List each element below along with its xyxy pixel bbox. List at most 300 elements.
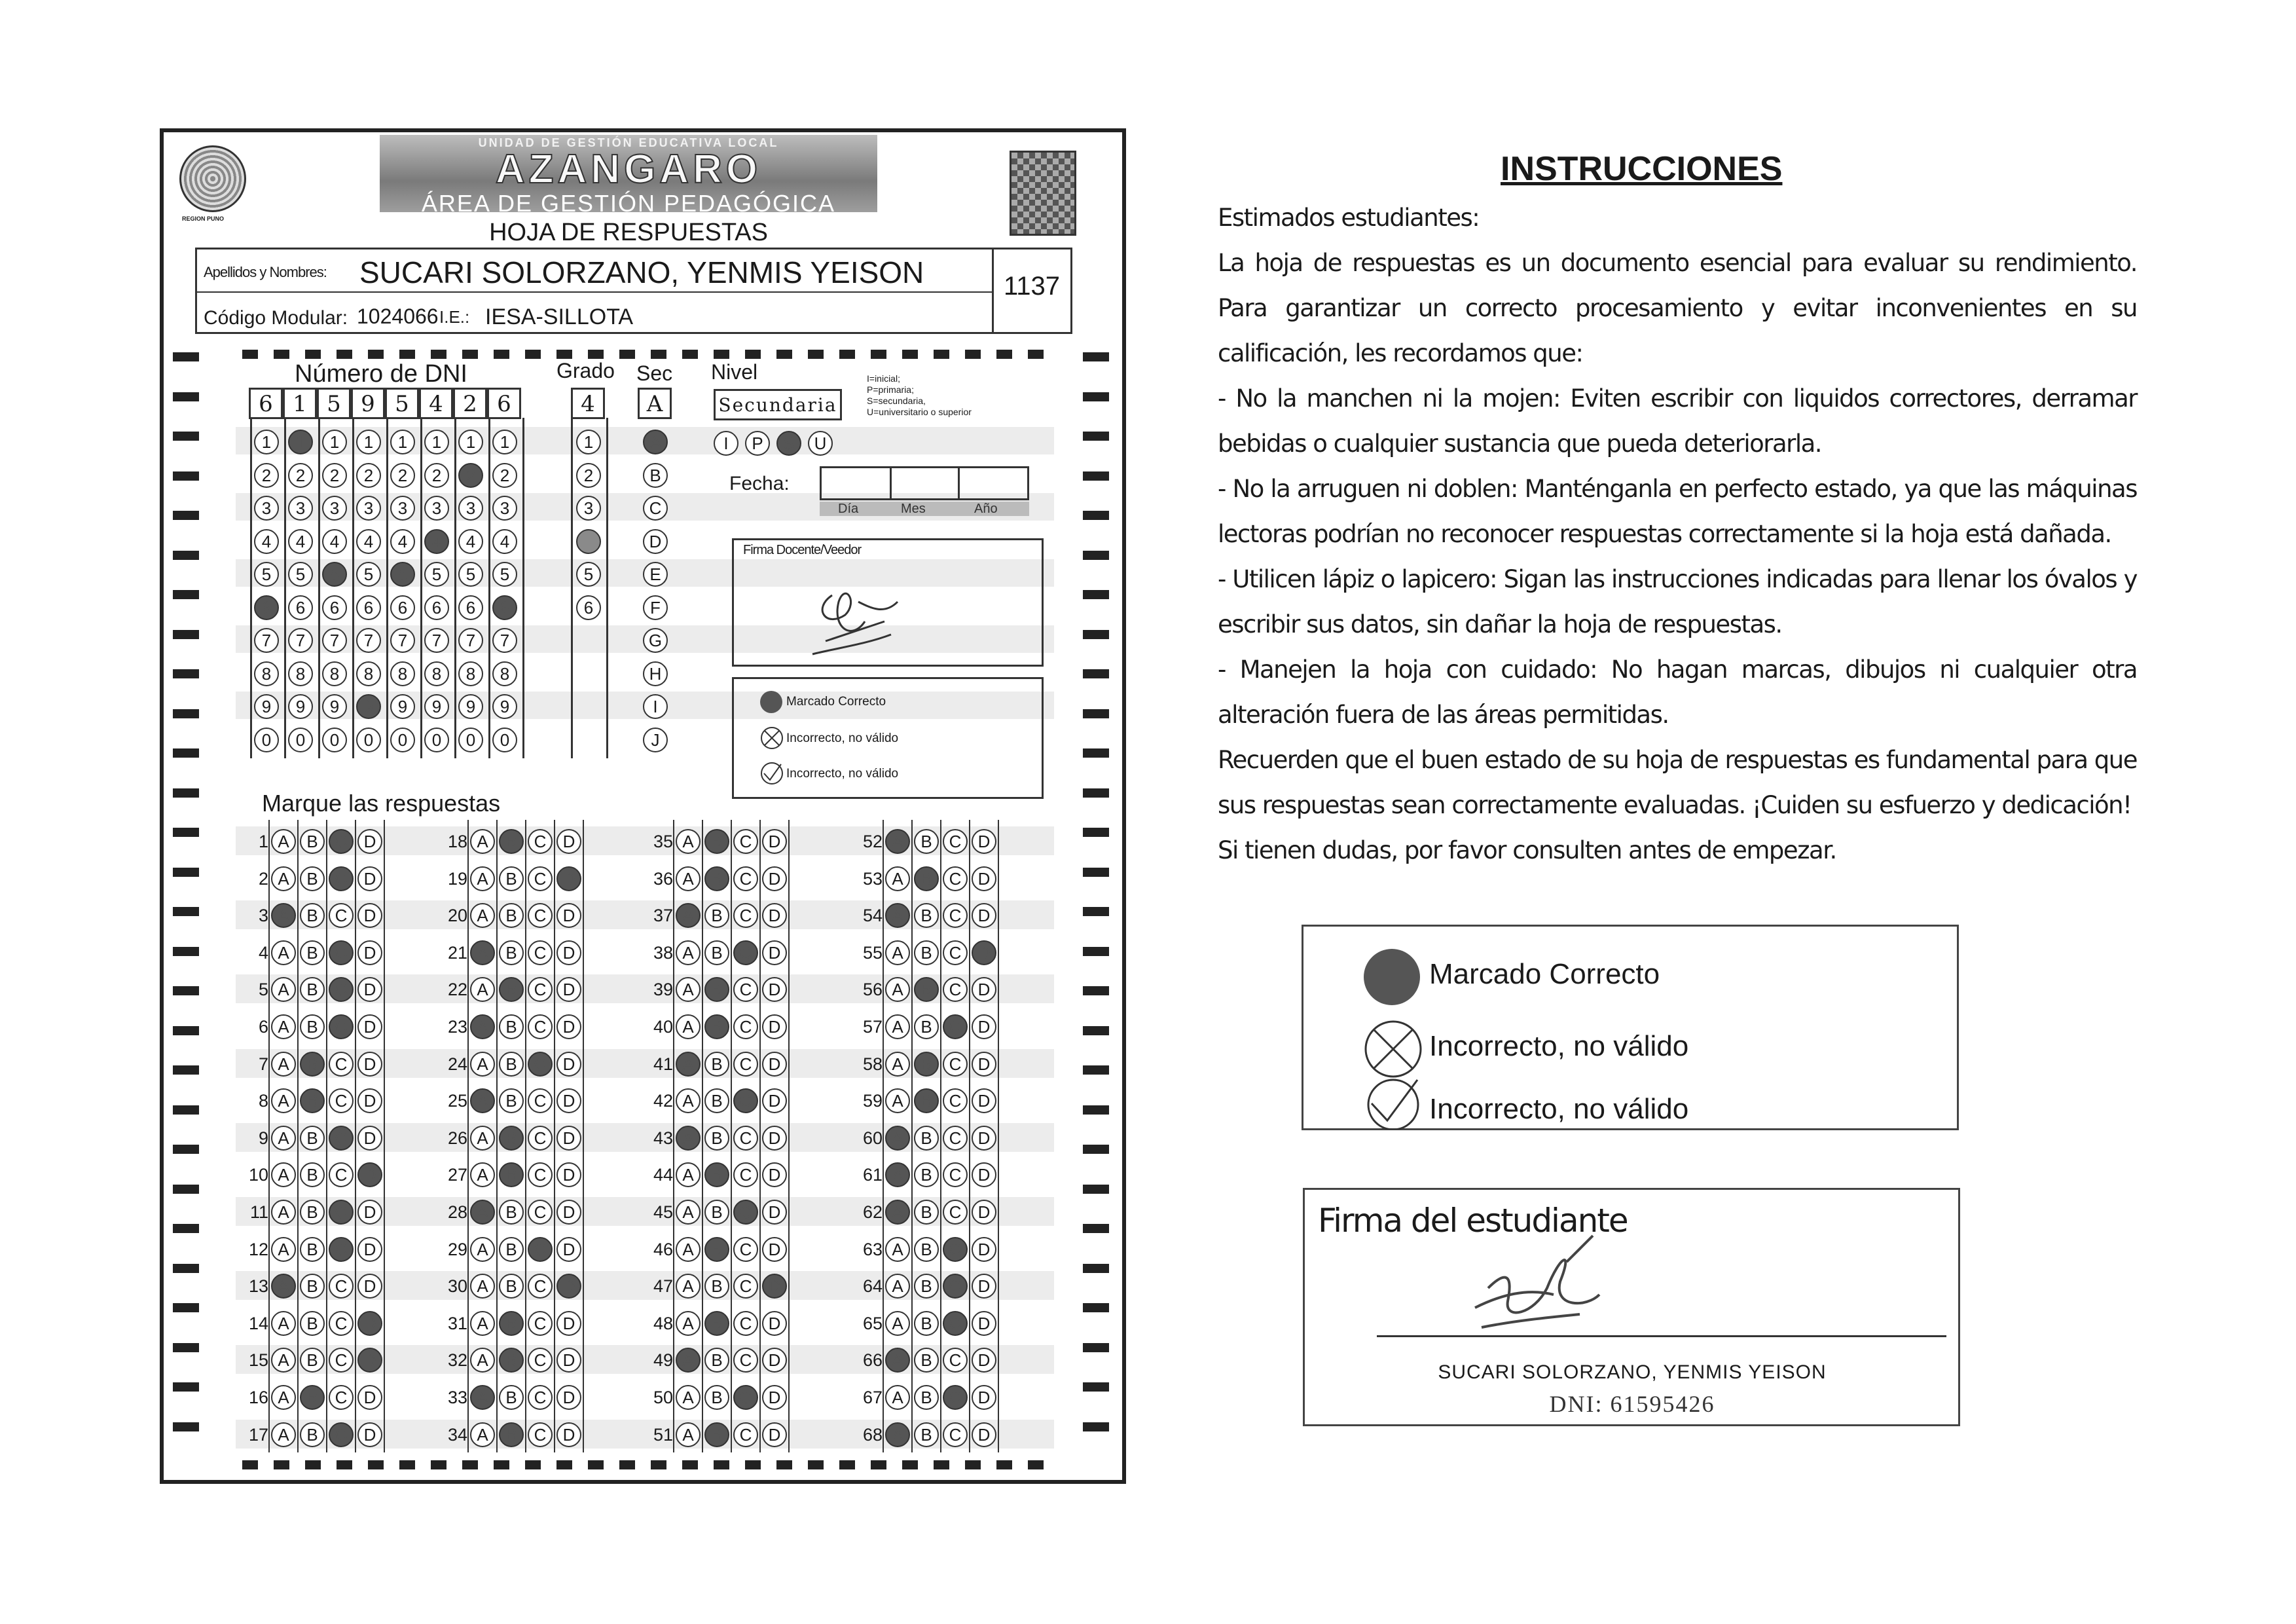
answer-bubble[interactable]: B bbox=[704, 1348, 729, 1373]
answer-bubble[interactable]: A bbox=[271, 1126, 296, 1151]
dni-bubble[interactable]: 5 bbox=[492, 562, 517, 587]
answer-bubble[interactable]: C bbox=[329, 1088, 354, 1113]
answer-bubble[interactable]: D bbox=[357, 1162, 382, 1187]
answer-bubble[interactable]: A bbox=[676, 903, 701, 928]
answer-bubble[interactable]: B bbox=[914, 1274, 939, 1299]
nivel-bubble[interactable]: P bbox=[745, 431, 770, 456]
dni-bubble[interactable]: 8 bbox=[458, 661, 483, 686]
answer-bubble[interactable]: B bbox=[914, 1088, 939, 1113]
answer-bubble[interactable]: B bbox=[914, 1052, 939, 1077]
answer-bubble[interactable]: A bbox=[676, 1200, 701, 1225]
grado-bubble[interactable]: 6 bbox=[576, 595, 601, 620]
dni-bubble[interactable]: 3 bbox=[254, 496, 279, 521]
answer-bubble[interactable]: D bbox=[972, 903, 996, 928]
answer-bubble[interactable]: B bbox=[300, 1052, 325, 1077]
answer-bubble[interactable]: A bbox=[271, 1311, 296, 1336]
answer-bubble[interactable]: B bbox=[300, 1311, 325, 1336]
sec-bubble[interactable]: F bbox=[643, 595, 668, 620]
answer-bubble[interactable]: C bbox=[329, 1200, 354, 1225]
answer-bubble[interactable]: B bbox=[499, 1348, 524, 1373]
grado-bubble[interactable]: 2 bbox=[576, 463, 601, 488]
answer-bubble[interactable]: A bbox=[885, 1088, 910, 1113]
dni-bubble[interactable]: 5 bbox=[390, 562, 415, 587]
dni-bubble[interactable]: 4 bbox=[356, 529, 381, 554]
answer-bubble[interactable]: C bbox=[329, 940, 354, 965]
answer-bubble[interactable]: C bbox=[528, 1162, 553, 1187]
answer-bubble[interactable]: A bbox=[676, 829, 701, 854]
answer-bubble[interactable]: B bbox=[300, 866, 325, 891]
answer-bubble[interactable]: C bbox=[528, 1052, 553, 1077]
answer-bubble[interactable]: A bbox=[271, 829, 296, 854]
answer-bubble[interactable]: B bbox=[704, 829, 729, 854]
answer-bubble[interactable]: C bbox=[733, 866, 758, 891]
dni-bubble[interactable]: 8 bbox=[254, 661, 279, 686]
dni-bubble[interactable]: 3 bbox=[492, 496, 517, 521]
answer-bubble[interactable]: C bbox=[329, 1385, 354, 1410]
answer-bubble[interactable]: D bbox=[357, 866, 382, 891]
answer-bubble[interactable]: B bbox=[914, 1200, 939, 1225]
answer-bubble[interactable]: B bbox=[499, 1385, 524, 1410]
answer-bubble[interactable]: C bbox=[329, 1162, 354, 1187]
answer-bubble[interactable]: D bbox=[357, 1274, 382, 1299]
answer-bubble[interactable]: A bbox=[470, 1200, 495, 1225]
dni-bubble[interactable]: 3 bbox=[390, 496, 415, 521]
answer-bubble[interactable]: C bbox=[943, 1126, 968, 1151]
dni-bubble[interactable]: 6 bbox=[458, 595, 483, 620]
answer-bubble[interactable]: C bbox=[733, 1311, 758, 1336]
dni-bubble[interactable]: 2 bbox=[390, 463, 415, 488]
answer-bubble[interactable]: B bbox=[704, 1385, 729, 1410]
answer-bubble[interactable]: B bbox=[704, 1422, 729, 1447]
dni-bubble[interactable]: 7 bbox=[254, 628, 279, 653]
answer-bubble[interactable]: A bbox=[271, 1348, 296, 1373]
answer-bubble[interactable]: A bbox=[470, 1052, 495, 1077]
answer-bubble[interactable]: B bbox=[704, 1088, 729, 1113]
dni-bubble[interactable]: 3 bbox=[288, 496, 313, 521]
dni-bubble[interactable]: 4 bbox=[390, 529, 415, 554]
answer-bubble[interactable]: D bbox=[556, 1274, 581, 1299]
answer-bubble[interactable]: A bbox=[470, 1422, 495, 1447]
answer-bubble[interactable]: D bbox=[357, 940, 382, 965]
answer-bubble[interactable]: A bbox=[470, 1274, 495, 1299]
answer-bubble[interactable]: D bbox=[972, 829, 996, 854]
answer-bubble[interactable]: C bbox=[329, 1311, 354, 1336]
answer-bubble[interactable]: C bbox=[943, 977, 968, 1002]
answer-bubble[interactable]: B bbox=[914, 940, 939, 965]
answer-bubble[interactable]: C bbox=[733, 1422, 758, 1447]
answer-bubble[interactable]: A bbox=[271, 1385, 296, 1410]
answer-bubble[interactable]: D bbox=[972, 1088, 996, 1113]
dni-bubble[interactable]: 3 bbox=[356, 496, 381, 521]
answer-bubble[interactable]: C bbox=[943, 1274, 968, 1299]
dni-bubble[interactable]: 3 bbox=[424, 496, 449, 521]
answer-bubble[interactable]: D bbox=[762, 1348, 787, 1373]
answer-bubble[interactable]: A bbox=[676, 1088, 701, 1113]
dni-bubble[interactable]: 7 bbox=[322, 628, 347, 653]
answer-bubble[interactable]: D bbox=[762, 940, 787, 965]
answer-bubble[interactable]: A bbox=[271, 1422, 296, 1447]
answer-bubble[interactable]: B bbox=[704, 1014, 729, 1039]
answer-bubble[interactable]: D bbox=[972, 1237, 996, 1262]
answer-bubble[interactable]: D bbox=[357, 1088, 382, 1113]
answer-bubble[interactable]: B bbox=[499, 829, 524, 854]
answer-bubble[interactable]: D bbox=[556, 1088, 581, 1113]
answer-bubble[interactable]: D bbox=[762, 1126, 787, 1151]
answer-bubble[interactable]: C bbox=[528, 1348, 553, 1373]
answer-bubble[interactable]: B bbox=[300, 977, 325, 1002]
answer-bubble[interactable]: B bbox=[704, 1200, 729, 1225]
answer-bubble[interactable]: C bbox=[733, 1126, 758, 1151]
grado-bubble[interactable]: 1 bbox=[576, 430, 601, 454]
answer-bubble[interactable]: B bbox=[704, 1052, 729, 1077]
dni-bubble[interactable]: 2 bbox=[424, 463, 449, 488]
dni-bubble[interactable]: 7 bbox=[390, 628, 415, 653]
answer-bubble[interactable]: B bbox=[499, 1014, 524, 1039]
answer-bubble[interactable]: C bbox=[528, 1311, 553, 1336]
answer-bubble[interactable]: D bbox=[972, 1162, 996, 1187]
answer-bubble[interactable]: B bbox=[300, 1200, 325, 1225]
answer-bubble[interactable]: D bbox=[556, 829, 581, 854]
dni-bubble[interactable]: 5 bbox=[424, 562, 449, 587]
dni-bubble[interactable]: 8 bbox=[424, 661, 449, 686]
answer-bubble[interactable]: B bbox=[914, 829, 939, 854]
answer-bubble[interactable]: D bbox=[762, 1422, 787, 1447]
answer-bubble[interactable]: A bbox=[271, 940, 296, 965]
answer-bubble[interactable]: A bbox=[271, 1200, 296, 1225]
answer-bubble[interactable]: C bbox=[528, 1237, 553, 1262]
answer-bubble[interactable]: C bbox=[733, 829, 758, 854]
answer-bubble[interactable]: D bbox=[762, 1052, 787, 1077]
answer-bubble[interactable]: B bbox=[914, 1014, 939, 1039]
dni-bubble[interactable]: 8 bbox=[356, 661, 381, 686]
answer-bubble[interactable]: A bbox=[271, 1014, 296, 1039]
answer-bubble[interactable]: D bbox=[357, 1385, 382, 1410]
answer-bubble[interactable]: D bbox=[972, 1348, 996, 1373]
answer-bubble[interactable]: B bbox=[300, 829, 325, 854]
dni-bubble[interactable]: 8 bbox=[492, 661, 517, 686]
dni-bubble[interactable]: 9 bbox=[458, 694, 483, 719]
answer-bubble[interactable]: C bbox=[329, 1126, 354, 1151]
answer-bubble[interactable]: A bbox=[470, 1348, 495, 1373]
answer-bubble[interactable]: D bbox=[972, 1126, 996, 1151]
answer-bubble[interactable]: B bbox=[300, 1237, 325, 1262]
dni-bubble[interactable]: 1 bbox=[356, 430, 381, 454]
dni-bubble[interactable]: 4 bbox=[424, 529, 449, 554]
answer-bubble[interactable]: A bbox=[676, 1126, 701, 1151]
answer-bubble[interactable]: B bbox=[300, 1385, 325, 1410]
dni-bubble[interactable]: 5 bbox=[322, 562, 347, 587]
answer-bubble[interactable]: D bbox=[357, 829, 382, 854]
answer-bubble[interactable]: C bbox=[329, 903, 354, 928]
dni-bubble[interactable]: 1 bbox=[322, 430, 347, 454]
answer-bubble[interactable]: B bbox=[499, 1237, 524, 1262]
answer-bubble[interactable]: D bbox=[357, 903, 382, 928]
dni-bubble[interactable]: 6 bbox=[492, 595, 517, 620]
dni-bubble[interactable]: 9 bbox=[424, 694, 449, 719]
grado-bubble[interactable]: 5 bbox=[576, 562, 601, 587]
answer-bubble[interactable]: C bbox=[733, 1274, 758, 1299]
answer-bubble[interactable]: A bbox=[271, 1237, 296, 1262]
answer-bubble[interactable]: B bbox=[914, 1311, 939, 1336]
dni-bubble[interactable]: 1 bbox=[288, 430, 313, 454]
answer-bubble[interactable]: B bbox=[914, 1385, 939, 1410]
answer-bubble[interactable]: A bbox=[470, 1126, 495, 1151]
answer-bubble[interactable]: B bbox=[914, 1237, 939, 1262]
answer-bubble[interactable]: D bbox=[972, 977, 996, 1002]
answer-bubble[interactable]: D bbox=[556, 1162, 581, 1187]
answer-bubble[interactable]: C bbox=[329, 1274, 354, 1299]
answer-bubble[interactable]: B bbox=[300, 903, 325, 928]
answer-bubble[interactable]: B bbox=[499, 1422, 524, 1447]
answer-bubble[interactable]: D bbox=[762, 1088, 787, 1113]
answer-bubble[interactable]: B bbox=[704, 1311, 729, 1336]
answer-bubble[interactable]: B bbox=[499, 903, 524, 928]
answer-bubble[interactable]: D bbox=[972, 1200, 996, 1225]
answer-bubble[interactable]: D bbox=[762, 1274, 787, 1299]
answer-bubble[interactable]: D bbox=[357, 1052, 382, 1077]
answer-bubble[interactable]: A bbox=[676, 977, 701, 1002]
answer-bubble[interactable]: A bbox=[676, 1311, 701, 1336]
answer-bubble[interactable]: B bbox=[300, 1348, 325, 1373]
answer-bubble[interactable]: B bbox=[300, 1274, 325, 1299]
answer-bubble[interactable]: C bbox=[733, 1385, 758, 1410]
answer-bubble[interactable]: A bbox=[885, 1348, 910, 1373]
answer-bubble[interactable]: B bbox=[914, 903, 939, 928]
dni-bubble[interactable]: 2 bbox=[254, 463, 279, 488]
answer-bubble[interactable]: B bbox=[704, 903, 729, 928]
answer-bubble[interactable]: A bbox=[470, 829, 495, 854]
answer-bubble[interactable]: C bbox=[943, 1311, 968, 1336]
answer-bubble[interactable]: D bbox=[357, 1348, 382, 1373]
dni-bubble[interactable]: 1 bbox=[254, 430, 279, 454]
answer-bubble[interactable]: A bbox=[271, 1274, 296, 1299]
answer-bubble[interactable]: B bbox=[499, 1088, 524, 1113]
answer-bubble[interactable]: B bbox=[914, 866, 939, 891]
answer-bubble[interactable]: D bbox=[972, 1052, 996, 1077]
answer-bubble[interactable]: D bbox=[972, 1311, 996, 1336]
answer-bubble[interactable]: B bbox=[499, 1162, 524, 1187]
answer-bubble[interactable]: C bbox=[943, 829, 968, 854]
answer-bubble[interactable]: D bbox=[972, 1014, 996, 1039]
dni-bubble[interactable]: 2 bbox=[356, 463, 381, 488]
answer-bubble[interactable]: A bbox=[271, 977, 296, 1002]
dni-bubble[interactable]: 5 bbox=[458, 562, 483, 587]
answer-bubble[interactable]: C bbox=[943, 1088, 968, 1113]
dni-bubble[interactable]: 9 bbox=[390, 694, 415, 719]
answer-bubble[interactable]: C bbox=[329, 866, 354, 891]
dni-bubble[interactable]: 0 bbox=[390, 728, 415, 752]
answer-bubble[interactable]: B bbox=[499, 940, 524, 965]
dni-bubble[interactable]: 1 bbox=[492, 430, 517, 454]
dni-bubble[interactable]: 2 bbox=[288, 463, 313, 488]
answer-bubble[interactable]: B bbox=[300, 1126, 325, 1151]
sec-bubble[interactable]: B bbox=[643, 463, 668, 488]
answer-bubble[interactable]: A bbox=[885, 1126, 910, 1151]
answer-bubble[interactable]: B bbox=[704, 1162, 729, 1187]
dni-bubble[interactable]: 9 bbox=[288, 694, 313, 719]
answer-bubble[interactable]: A bbox=[676, 1052, 701, 1077]
nivel-bubble[interactable]: I bbox=[714, 431, 738, 456]
answer-bubble[interactable]: B bbox=[914, 1162, 939, 1187]
answer-bubble[interactable]: A bbox=[885, 1162, 910, 1187]
dni-bubble[interactable]: 7 bbox=[492, 628, 517, 653]
answer-bubble[interactable]: C bbox=[943, 1162, 968, 1187]
answer-bubble[interactable]: A bbox=[885, 1311, 910, 1336]
answer-bubble[interactable]: C bbox=[733, 1014, 758, 1039]
answer-bubble[interactable]: A bbox=[885, 1014, 910, 1039]
nivel-bubble[interactable]: U bbox=[808, 431, 833, 456]
answer-bubble[interactable]: A bbox=[470, 1162, 495, 1187]
answer-bubble[interactable]: A bbox=[470, 977, 495, 1002]
answer-bubble[interactable]: A bbox=[470, 1088, 495, 1113]
answer-bubble[interactable]: C bbox=[528, 940, 553, 965]
answer-bubble[interactable]: C bbox=[733, 1052, 758, 1077]
answer-bubble[interactable]: B bbox=[914, 977, 939, 1002]
answer-bubble[interactable]: D bbox=[556, 1014, 581, 1039]
answer-bubble[interactable]: B bbox=[499, 1052, 524, 1077]
answer-bubble[interactable]: C bbox=[943, 1237, 968, 1262]
answer-bubble[interactable]: A bbox=[676, 866, 701, 891]
dni-bubble[interactable]: 6 bbox=[288, 595, 313, 620]
dni-bubble[interactable]: 0 bbox=[288, 728, 313, 752]
answer-bubble[interactable]: C bbox=[943, 1200, 968, 1225]
answer-bubble[interactable]: B bbox=[704, 1274, 729, 1299]
answer-bubble[interactable]: D bbox=[556, 977, 581, 1002]
answer-bubble[interactable]: C bbox=[528, 903, 553, 928]
answer-bubble[interactable]: D bbox=[357, 1237, 382, 1262]
dni-bubble[interactable]: 6 bbox=[356, 595, 381, 620]
answer-bubble[interactable]: D bbox=[762, 829, 787, 854]
answer-bubble[interactable]: C bbox=[528, 829, 553, 854]
answer-bubble[interactable]: D bbox=[556, 903, 581, 928]
answer-bubble[interactable]: C bbox=[329, 1237, 354, 1262]
answer-bubble[interactable]: A bbox=[885, 977, 910, 1002]
answer-bubble[interactable]: C bbox=[329, 829, 354, 854]
answer-bubble[interactable]: C bbox=[528, 1422, 553, 1447]
answer-bubble[interactable]: C bbox=[528, 1126, 553, 1151]
answer-bubble[interactable]: A bbox=[676, 940, 701, 965]
grado-bubble[interactable]: 3 bbox=[576, 496, 601, 521]
answer-bubble[interactable]: D bbox=[556, 866, 581, 891]
sec-bubble[interactable]: G bbox=[643, 628, 668, 653]
answer-bubble[interactable]: A bbox=[676, 1348, 701, 1373]
dni-bubble[interactable]: 0 bbox=[458, 728, 483, 752]
answer-bubble[interactable]: C bbox=[943, 1052, 968, 1077]
dni-bubble[interactable]: 0 bbox=[356, 728, 381, 752]
answer-bubble[interactable]: A bbox=[470, 940, 495, 965]
answer-bubble[interactable]: C bbox=[943, 866, 968, 891]
answer-bubble[interactable]: B bbox=[499, 866, 524, 891]
dni-bubble[interactable]: 6 bbox=[390, 595, 415, 620]
answer-bubble[interactable]: D bbox=[972, 1385, 996, 1410]
answer-bubble[interactable]: A bbox=[885, 1237, 910, 1262]
answer-bubble[interactable]: A bbox=[470, 903, 495, 928]
answer-bubble[interactable]: C bbox=[528, 1385, 553, 1410]
answer-bubble[interactable]: A bbox=[470, 1014, 495, 1039]
dni-bubble[interactable]: 6 bbox=[322, 595, 347, 620]
dni-bubble[interactable]: 0 bbox=[492, 728, 517, 752]
answer-bubble[interactable]: C bbox=[528, 1200, 553, 1225]
answer-bubble[interactable]: D bbox=[556, 1052, 581, 1077]
answer-bubble[interactable]: B bbox=[704, 977, 729, 1002]
sec-bubble[interactable]: A bbox=[643, 430, 668, 454]
dni-bubble[interactable]: 4 bbox=[492, 529, 517, 554]
sec-bubble[interactable]: J bbox=[643, 728, 668, 752]
answer-bubble[interactable]: C bbox=[528, 977, 553, 1002]
dni-bubble[interactable]: 7 bbox=[288, 628, 313, 653]
answer-bubble[interactable]: C bbox=[528, 1088, 553, 1113]
answer-bubble[interactable]: D bbox=[357, 1014, 382, 1039]
dni-bubble[interactable]: 6 bbox=[254, 595, 279, 620]
answer-bubble[interactable]: A bbox=[885, 903, 910, 928]
answer-bubble[interactable]: B bbox=[300, 1014, 325, 1039]
sec-bubble[interactable]: E bbox=[643, 562, 668, 587]
answer-bubble[interactable]: B bbox=[300, 940, 325, 965]
answer-bubble[interactable]: B bbox=[499, 1126, 524, 1151]
dni-bubble[interactable]: 6 bbox=[424, 595, 449, 620]
answer-bubble[interactable]: A bbox=[885, 940, 910, 965]
answer-bubble[interactable]: B bbox=[300, 1088, 325, 1113]
dni-bubble[interactable]: 9 bbox=[322, 694, 347, 719]
answer-bubble[interactable]: D bbox=[357, 1200, 382, 1225]
answer-bubble[interactable]: D bbox=[556, 1348, 581, 1373]
answer-bubble[interactable]: D bbox=[762, 1237, 787, 1262]
answer-bubble[interactable]: C bbox=[329, 1348, 354, 1373]
answer-bubble[interactable]: D bbox=[357, 977, 382, 1002]
dni-bubble[interactable]: 4 bbox=[458, 529, 483, 554]
answer-bubble[interactable]: B bbox=[914, 1126, 939, 1151]
answer-bubble[interactable]: A bbox=[676, 1385, 701, 1410]
answer-bubble[interactable]: A bbox=[885, 1200, 910, 1225]
answer-bubble[interactable]: A bbox=[470, 1385, 495, 1410]
grado-bubble[interactable]: 4 bbox=[576, 529, 601, 554]
answer-bubble[interactable]: D bbox=[972, 940, 996, 965]
dni-bubble[interactable]: 2 bbox=[492, 463, 517, 488]
answer-bubble[interactable]: A bbox=[271, 1088, 296, 1113]
answer-bubble[interactable]: C bbox=[733, 1237, 758, 1262]
answer-bubble[interactable]: A bbox=[676, 1014, 701, 1039]
dni-bubble[interactable]: 9 bbox=[492, 694, 517, 719]
dni-bubble[interactable]: 1 bbox=[390, 430, 415, 454]
dni-bubble[interactable]: 7 bbox=[356, 628, 381, 653]
answer-bubble[interactable]: D bbox=[762, 866, 787, 891]
dni-bubble[interactable]: 7 bbox=[424, 628, 449, 653]
answer-bubble[interactable]: C bbox=[733, 940, 758, 965]
answer-bubble[interactable]: A bbox=[271, 866, 296, 891]
dni-bubble[interactable]: 0 bbox=[254, 728, 279, 752]
answer-bubble[interactable]: D bbox=[762, 977, 787, 1002]
answer-bubble[interactable]: C bbox=[943, 1385, 968, 1410]
dni-bubble[interactable]: 0 bbox=[424, 728, 449, 752]
answer-bubble[interactable]: A bbox=[676, 1274, 701, 1299]
answer-bubble[interactable]: D bbox=[556, 1126, 581, 1151]
dni-bubble[interactable]: 9 bbox=[356, 694, 381, 719]
answer-bubble[interactable]: D bbox=[762, 1200, 787, 1225]
answer-bubble[interactable]: C bbox=[733, 1162, 758, 1187]
dni-bubble[interactable]: 2 bbox=[322, 463, 347, 488]
answer-bubble[interactable]: A bbox=[271, 1052, 296, 1077]
answer-bubble[interactable]: B bbox=[914, 1348, 939, 1373]
dni-bubble[interactable]: 5 bbox=[254, 562, 279, 587]
dni-bubble[interactable]: 4 bbox=[322, 529, 347, 554]
answer-bubble[interactable]: A bbox=[885, 866, 910, 891]
answer-bubble[interactable]: D bbox=[762, 1311, 787, 1336]
answer-bubble[interactable]: A bbox=[885, 1385, 910, 1410]
answer-bubble[interactable]: D bbox=[357, 1311, 382, 1336]
dni-bubble[interactable]: 3 bbox=[458, 496, 483, 521]
answer-bubble[interactable]: C bbox=[329, 1052, 354, 1077]
answer-bubble[interactable]: A bbox=[470, 866, 495, 891]
